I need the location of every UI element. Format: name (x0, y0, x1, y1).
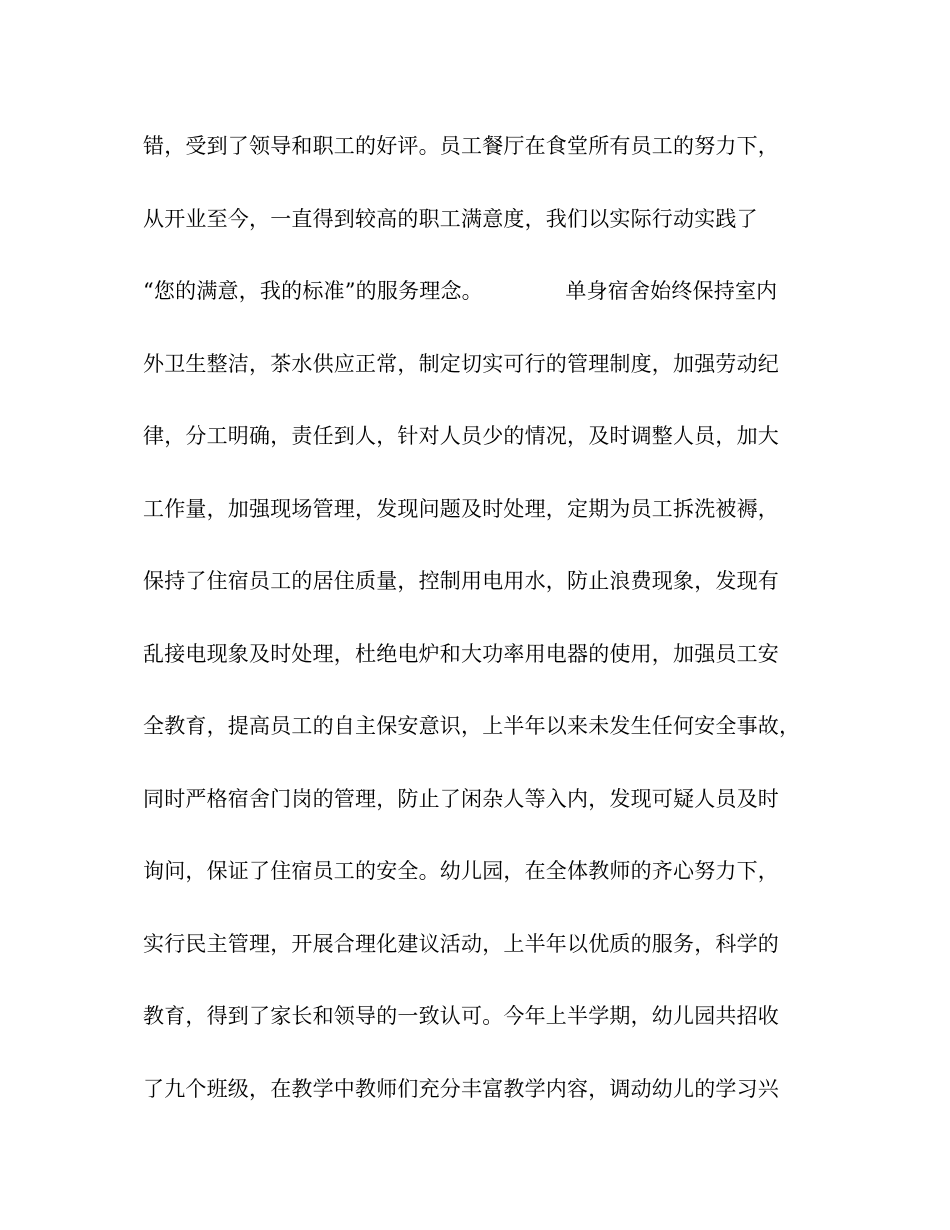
text-line-1: 错，受到了领导和职工的好评。员工餐厅在食堂所有员工的努力下， (143, 134, 779, 158)
text-line-5: 律，分工明确，责任到人，针对人员少的情况，及时调整人员，加大 (143, 424, 779, 448)
text-line-13: 教育，得到了家长和领导的一致认可。今年上半学期，幼儿园共招收 (143, 1004, 779, 1028)
body-text (143, 126, 823, 1141)
text-line-9: 全教育，提高员工的自主保安意识，上半年以来未发生任何安全事故， (143, 714, 801, 738)
text-line-14: 了九个班级，在教学中教师们充分丰富教学内容，调动幼儿的学习兴 (143, 1076, 779, 1101)
text-line-7: 保持了住宿员工的居住质量，控制用电用水，防止浪费现象，发现有 (143, 569, 779, 593)
text-line-10: 同时严格宿舍门岗的管理，防止了闲杂人等入内，发现可疑人员及时 (143, 786, 779, 811)
text-line-11: 询问，保证了住宿员工的安全。幼儿园，在全体教师的齐心努力下， (143, 859, 779, 883)
text-line-12: 实行民主管理，开展合理化建议活动，上半年以优质的服务，科学的 (143, 931, 779, 956)
text-line-2: 从开业至今，一直得到较高的职工满意度，我们以实际行动实践了 (143, 206, 758, 231)
text-line-4: 外卫生整洁，茶水供应正常，制定切实可行的管理制度，加强劳动纪 (143, 351, 779, 376)
text-line-8: 乱接电现象及时处理，杜绝电炉和大功率用电器的使用，加强员工安 (143, 641, 779, 666)
text-line-6: 工作量，加强现场管理，发现问题及时处理，定期为员工拆洗被褥， (143, 496, 779, 521)
text-line-3: “您的满意，我的标准”的服务理念。 单身宿舍始终保持室内 (143, 279, 778, 303)
